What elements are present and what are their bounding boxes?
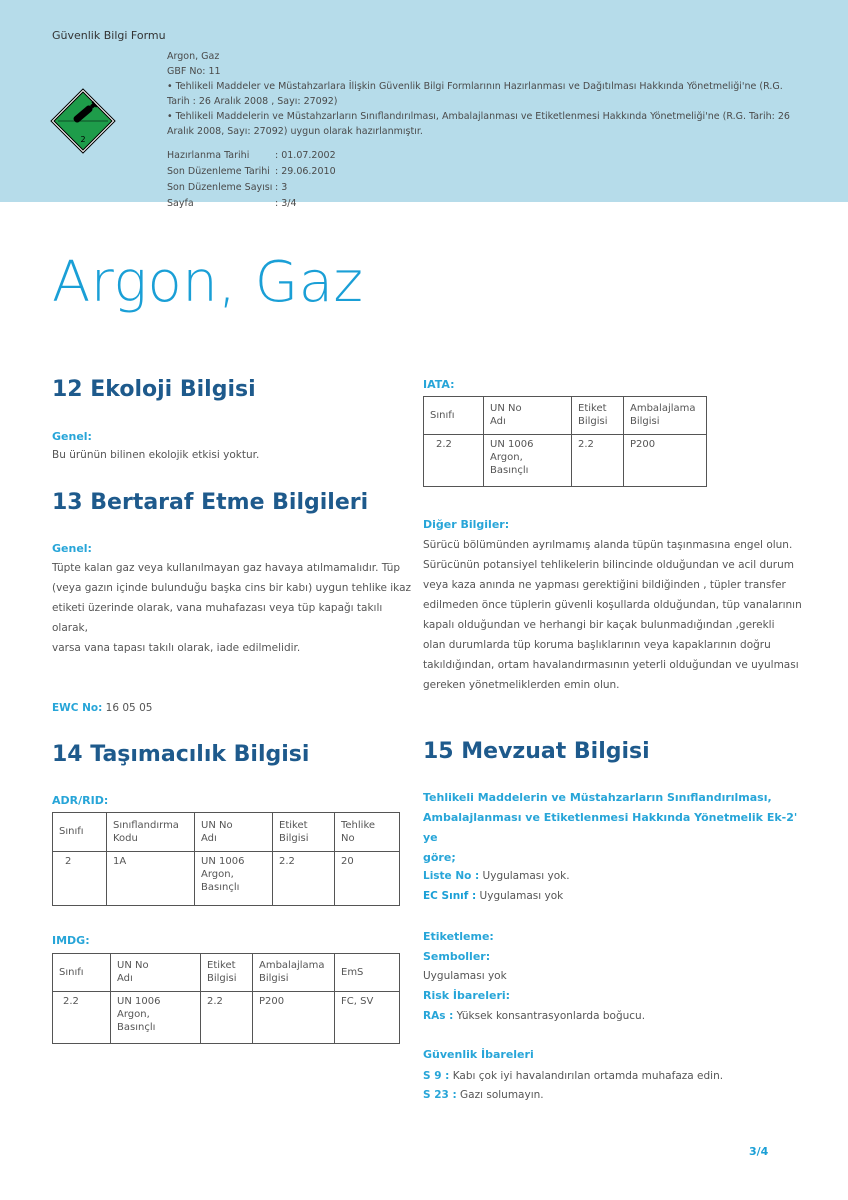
semboller-label: Semboller: xyxy=(423,950,491,963)
meta-line: • Tehlikeli Maddelerin ve Müstahzarların Sınıflandırılması, Ambalajlanması ve Etiketlenmesi Hakkında Yönetmeliği'ne (R.G. Tarih: 26 xyxy=(167,111,790,122)
table-cell: P200 xyxy=(253,991,335,1043)
date-row xyxy=(167,180,807,196)
diger-text xyxy=(423,535,803,695)
table-header-row xyxy=(53,954,400,992)
text-line: veya kaza anında ne yapması gerektiğini bildiğinden , tüpler transfer xyxy=(423,579,786,591)
risk-label: Risk İbareleri: xyxy=(423,989,511,1002)
document-title: Argon, Gaz xyxy=(52,250,364,315)
header-band xyxy=(0,0,848,209)
table-row xyxy=(53,991,400,1043)
ewc-line xyxy=(52,698,152,718)
s12-genel-label: Genel: xyxy=(52,430,92,443)
text-line: gereken yönetmeliklerden emin olun. xyxy=(423,679,620,691)
text-line: varsa vana tapası takılı olarak, iade edilmelidir. xyxy=(52,642,301,654)
table-header: UN No Adı xyxy=(195,813,273,852)
adr-label: ADR/RID: xyxy=(52,794,109,807)
table-cell: 2.2 xyxy=(424,434,484,486)
iata-label: IATA: xyxy=(423,378,455,391)
section-12-heading: 12 Ekoloji Bilgisi xyxy=(52,377,256,402)
imdg-label: IMDG: xyxy=(52,934,90,947)
table-cell: 2.2 xyxy=(53,991,111,1043)
date-row xyxy=(167,148,807,164)
date-key: Hazırlanma Tarihi xyxy=(167,150,250,161)
liste-no-line xyxy=(423,866,570,886)
table-cell: 1A xyxy=(107,851,195,905)
table-header: EmS xyxy=(335,954,400,992)
imdg-table xyxy=(52,953,400,1044)
text-line: Ambalajlanması ve Etiketlenmesi Hakkında Yönetmelik Ek-2' ye xyxy=(423,811,798,844)
table-cell: FC, SV xyxy=(335,991,400,1043)
table-cell: 2.2 xyxy=(572,434,624,486)
s12-genel-text: Bu ürünün bilinen ekolojik etkisi yoktur. xyxy=(52,449,260,461)
table-header: Etiket Bilgisi xyxy=(572,397,624,435)
text-line: Sürücünün potansiyel tehlikelerin bilincinde olduğundan ve acil durum xyxy=(423,559,794,571)
table-header: UN No Adı xyxy=(111,954,201,992)
section-13-heading: 13 Bertaraf Etme Bilgileri xyxy=(52,490,369,515)
table-header-row xyxy=(53,813,400,852)
table-header: Sınıfı xyxy=(424,397,484,435)
date-value: : 3/4 xyxy=(275,198,297,209)
iata-table-wrap xyxy=(423,396,707,487)
section-15-heading: 15 Mevzuat Bilgisi xyxy=(423,739,650,764)
ewc-value: 16 05 05 xyxy=(102,702,153,714)
ras-line xyxy=(423,1006,645,1026)
imdg-table-wrap xyxy=(52,953,400,1044)
table-header: Sınıflandırma Kodu xyxy=(107,813,195,852)
meta-line: GBF No: 11 xyxy=(167,66,221,77)
table-header: Tehlike No xyxy=(335,813,400,852)
table-row xyxy=(53,851,400,905)
etiketleme-label: Etiketleme: xyxy=(423,930,494,943)
table-cell: P200 xyxy=(624,434,707,486)
adr-table-wrap xyxy=(52,812,400,906)
iata-table xyxy=(423,396,707,487)
page-number: 3/4 xyxy=(749,1145,769,1158)
meta-line: Argon, Gaz xyxy=(167,51,220,62)
table-cell: 20 xyxy=(335,851,400,905)
table-header: UN No Adı xyxy=(484,397,572,435)
text-line: takıldığından, ortam havalandırmasının yeterli olduğundan ve uyulması xyxy=(423,659,799,671)
meta-line: Aralık 2008, Sayı: 27092) uygun olarak hazırlanmıştır. xyxy=(167,126,423,137)
s23-value: Gazı solumayın. xyxy=(456,1089,544,1101)
regulation-title xyxy=(423,788,803,868)
ewc-label: EWC No: xyxy=(52,702,103,714)
date-value: : 3 xyxy=(275,182,288,193)
ras-label: RAs : xyxy=(423,1010,454,1022)
table-header: Sınıfı xyxy=(53,813,107,852)
meta-line: • Tehlikeli Maddeler ve Müstahzarlara İlişkin Güvenlik Bilgi Formlarının Hazırlanması ve Dağıtılması Hakkında Yönetmeliği'ne (R.G. xyxy=(167,81,783,92)
text-line: etiketi üzerinde olarak, vana muhafazası veya tüp kapağı takılı olarak, xyxy=(52,602,383,634)
semboller-value: Uygulaması yok xyxy=(423,970,507,982)
ec-label: EC Sınıf : xyxy=(423,890,477,902)
table-cell: UN 1006 Argon, Basınçlı xyxy=(484,434,572,486)
table-row xyxy=(424,434,707,486)
text-line: edilmeden önce tüplerin güvenli koşullarda olduğundan, tüp vanalarının xyxy=(423,599,802,611)
meta-line: Tarih : 26 Aralık 2008 , Sayı: 27092) xyxy=(167,96,338,107)
table-cell: 2.2 xyxy=(273,851,335,905)
text-line: olan durumlarda tüp koruma başlıklarının veya kapaklarının doğru xyxy=(423,639,771,651)
header-meta xyxy=(167,49,807,212)
date-key: Son Düzenleme Tarihi xyxy=(167,166,270,177)
table-header: Ambalajlama Bilgisi xyxy=(253,954,335,992)
text-line: kapalı olduğundan ve herhangi bir kaçak bulunmadığından ,gerekli xyxy=(423,619,775,631)
date-info xyxy=(167,148,807,212)
table-cell: 2.2 xyxy=(201,991,253,1043)
date-key: Son Düzenleme Sayısı xyxy=(167,182,273,193)
section-14-heading: 14 Taşımacılık Bilgisi xyxy=(52,742,310,767)
table-cell: 2 xyxy=(53,851,107,905)
ras-value: Yüksek konsantrasyonlarda boğucu. xyxy=(453,1010,646,1022)
ec-value: Uygulaması yok xyxy=(476,890,564,902)
date-key: Sayfa xyxy=(167,198,194,209)
s9-label: S 9 : xyxy=(423,1070,450,1082)
table-cell: UN 1006 Argon, Basınçlı xyxy=(195,851,273,905)
text-line: Sürücü bölümünden ayrılmamış alanda tüpün taşınmasına engel olun. xyxy=(423,539,793,551)
date-row xyxy=(167,164,807,180)
text-line: (veya gazın içinde bulunduğu başka cins bir kabı) uygun tehlike ikaz xyxy=(52,582,412,594)
s9-value: Kabı çok iyi havalandırılan ortamda muhafaza edin. xyxy=(449,1070,724,1082)
table-header-row xyxy=(424,397,707,435)
text-line: Tehlikeli Maddelerin ve Müstahzarların Sınıflandırılması, xyxy=(423,791,772,804)
hazard-class-number: 2 xyxy=(80,135,86,144)
date-row xyxy=(167,196,807,212)
s13-genel-text xyxy=(52,558,412,658)
diger-label: Diğer Bilgiler: xyxy=(423,518,510,531)
table-header: Etiket Bilgisi xyxy=(273,813,335,852)
date-value: : 29.06.2010 xyxy=(275,166,336,177)
liste-no-value: Uygulaması yok. xyxy=(479,870,570,882)
table-cell: UN 1006 Argon, Basınçlı xyxy=(111,991,201,1043)
text-line: göre; xyxy=(423,851,456,864)
table-header: Etiket Bilgisi xyxy=(201,954,253,992)
table-header: Sınıfı xyxy=(53,954,111,992)
table-header: Ambalajlama Bilgisi xyxy=(624,397,707,435)
liste-no-label: Liste No : xyxy=(423,870,480,882)
adr-table xyxy=(52,812,400,906)
ec-line xyxy=(423,886,563,906)
date-value: : 01.07.2002 xyxy=(275,150,336,161)
s9-line xyxy=(423,1066,723,1086)
form-title: Güvenlik Bilgi Formu xyxy=(52,29,166,42)
s13-genel-label: Genel: xyxy=(52,542,92,555)
guvenlik-label: Güvenlik İbareleri xyxy=(423,1048,534,1061)
s23-label: S 23 : xyxy=(423,1089,457,1101)
green-gas-cylinder-diamond-icon xyxy=(50,88,116,154)
text-line: Tüpte kalan gaz veya kullanılmayan gaz havaya atılmamalıdır. Tüp xyxy=(52,562,401,574)
s23-line xyxy=(423,1085,544,1105)
